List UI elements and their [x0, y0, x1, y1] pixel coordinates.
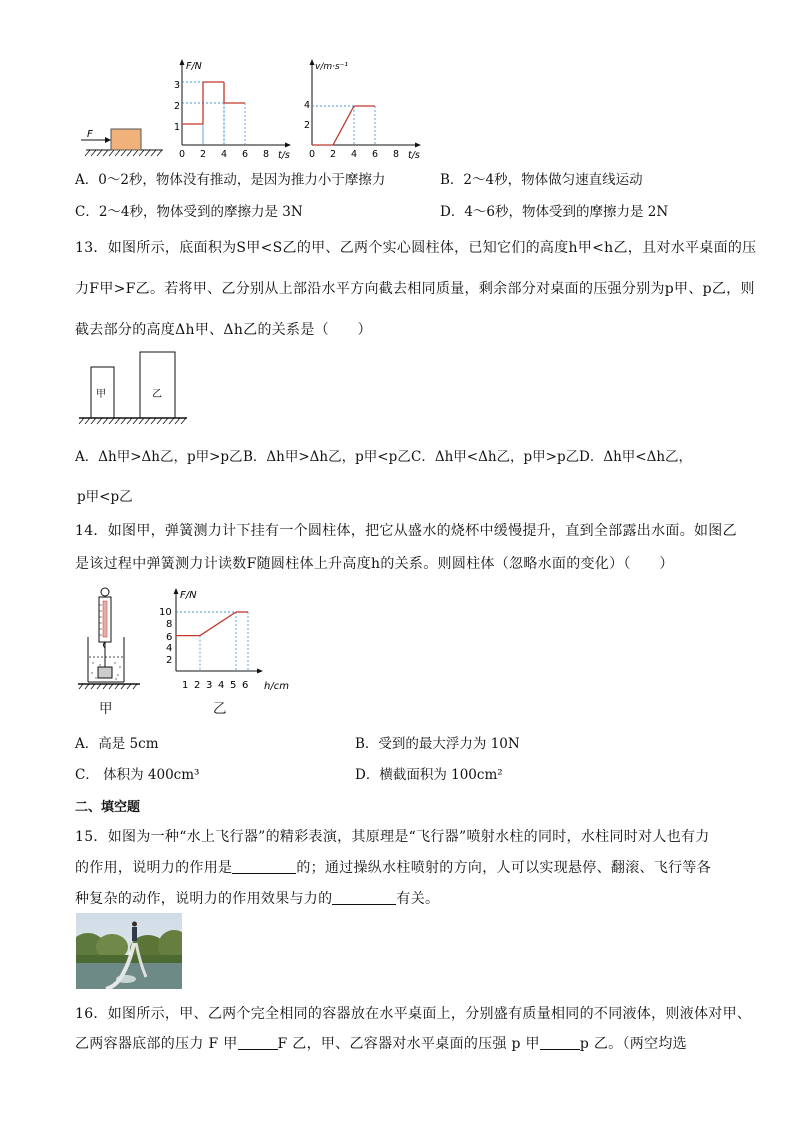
y-tick-label: 2 [166, 655, 173, 666]
q14-stem-line-1: 14．如图甲，弹簧测力计下挂有一个圆柱体，把它从盛水的烧杯中缓慢提升，直到全部露出水面。如图乙 [75, 523, 737, 539]
q13-cylinders-figure [75, 348, 190, 428]
x-tick-label: 2 [330, 149, 337, 160]
q12-option-c[interactable]: C．2～4秒，物体受到的摩擦力是 3N [75, 204, 303, 220]
x-tick-label: 4 [351, 149, 358, 160]
q16-text: p 乙。（两空均选 [579, 1036, 687, 1052]
cylinder-jia-label: 甲 [96, 389, 106, 400]
x-tick-label: 8 [263, 149, 270, 160]
q16-text: 乙两容器底部的压力 F 甲 [75, 1036, 238, 1052]
q15-stem-line-2 [75, 857, 711, 877]
scale-ring [101, 588, 109, 596]
x-tick-label: 8 [393, 149, 400, 160]
q16-stem-line-2 [75, 1033, 687, 1053]
x-tick-label: 6 [242, 149, 249, 160]
x-tick-label: 6 [372, 149, 379, 160]
q14-figure-jia-caption: 甲 [99, 701, 113, 717]
y-tick-label: 2 [304, 120, 311, 131]
q14-figure-yi-caption: 乙 [213, 701, 227, 717]
x-tick-label: 3 [206, 680, 213, 691]
q13-option-c[interactable]: C．Δh甲<Δh乙，p甲>p乙 [411, 449, 580, 465]
q14-option-c[interactable]: C． 体积为 400cm³ [75, 767, 200, 783]
x-axis-label: t/s [408, 150, 420, 161]
q15-blank-1[interactable] [232, 861, 296, 874]
q14-option-d[interactable]: D．横截面积为 100cm² [355, 767, 503, 783]
q16-text: F 乙，甲、乙容器对水平桌面的压强 p 甲 [277, 1036, 540, 1052]
q13-option-a[interactable]: A．Δh甲>Δh乙，p甲>p乙 [75, 449, 243, 465]
q14-force-height-chart [156, 585, 296, 693]
q13-option-d[interactable]: D．Δh甲<Δh乙， [579, 449, 693, 465]
y-tick-label: 6 [166, 632, 173, 643]
q14-stem-line-2: 是该过程中弹簧测力计读数F随圆柱体上升高度h的关系。则圆柱体（忽略水面的变化）（ ） [75, 556, 674, 572]
y-tick-label: 2 [174, 101, 181, 112]
x-tick-label: 0 [309, 149, 316, 160]
x-tick-label: 4 [221, 149, 228, 160]
q13-option-d-cont: p甲<p乙 [77, 489, 133, 505]
q12-option-b[interactable]: B．2～4秒，物体做匀速直线运动 [440, 172, 643, 188]
q12-push-figure [78, 60, 168, 160]
y-axis-label: v/m·s⁻¹ [315, 62, 349, 72]
jetpack-performance-photo [76, 913, 182, 989]
block [111, 129, 141, 150]
q15-stem-line-1: 15．如图为一种“水上飞行器”的精彩表演，其原理是“飞行器”喷射水柱的同时，水柱同时对人也有力 [75, 829, 710, 845]
x-axis-label: h/cm [264, 681, 289, 692]
q13-stem-line-2: 力F甲>F乙。若将甲、乙分别从上部沿水平方向截去相同质量，剩余部分对桌面的压强分别为p甲、p乙，则 [75, 281, 755, 297]
q16-blank-1[interactable] [238, 1037, 278, 1050]
y-tick-label: 10 [159, 607, 172, 618]
x-tick-label: 2 [194, 680, 201, 691]
x-tick-label: 6 [242, 680, 249, 691]
series-segment [333, 106, 354, 145]
series-segment [200, 612, 236, 636]
force-label: F [87, 129, 93, 140]
q13-stem-line-1: 13．如图所示，底面积为S甲<S乙的甲、乙两个实心圆柱体，已知它们的高度h甲<h乙，且对水平桌面的压 [75, 240, 757, 256]
x-axis-label: t/s [278, 150, 290, 161]
q13-option-b[interactable]: B．Δh甲>Δh乙，p甲<p乙 [243, 449, 411, 465]
cylinder-yi-label: 乙 [152, 389, 162, 400]
q12-option-d[interactable]: D．4～6秒，物体受到的摩擦力是 2N [440, 204, 669, 220]
q15-stem-line-3 [75, 888, 439, 908]
x-tick-label: 2 [200, 149, 207, 160]
x-tick-label: 1 [182, 680, 189, 691]
q15-text: 的；通过操纵水柱喷射的方向，人可以实现悬停、翻滚、飞行等各 [296, 860, 712, 876]
section-heading-fill-in: 二、填空题 [75, 800, 141, 815]
x-tick-label: 0 [179, 149, 186, 160]
q14-spring-scale-figure [78, 585, 143, 690]
q14-option-b[interactable]: B．受到的最大浮力为 10N [355, 736, 520, 752]
q16-blank-2[interactable] [540, 1037, 580, 1050]
y-tick-label: 4 [304, 100, 311, 111]
q12-option-a[interactable]: A．0～2秒，物体没有推动，是因为推力小于摩擦力 [75, 172, 386, 188]
q12-force-time-chart [170, 58, 295, 163]
y-tick-label: 4 [166, 643, 173, 654]
q16-stem-line-1: 16．如图所示，甲、乙两个完全相同的容器放在水平桌面上，分别盛有质量相同的不同液体，则液体对甲、 [75, 1006, 752, 1022]
q15-text: 有关。 [396, 891, 440, 907]
q15-text: 种复杂的动作，说明力的作用效果与力的 [75, 891, 333, 907]
q14-option-a[interactable]: A．高是 5cm [75, 736, 159, 752]
x-tick-label: 4 [218, 680, 225, 691]
cylinder [98, 667, 112, 678]
x-tick-label: 5 [230, 680, 237, 691]
y-tick-label: 3 [174, 80, 181, 91]
y-axis-label: F/N [186, 61, 202, 72]
y-tick-label: 8 [166, 619, 173, 630]
q15-blank-2[interactable] [332, 892, 396, 905]
cylinder-yi [140, 352, 175, 418]
y-tick-label: 1 [174, 122, 181, 133]
q13-stem-line-3: 截去部分的高度Δh甲、Δh乙的关系是（ ） [75, 322, 372, 338]
q15-text: 的作用，说明力的作用是 [75, 860, 233, 876]
y-axis-label: F/N [180, 590, 197, 601]
q12-velocity-time-chart [300, 58, 425, 163]
